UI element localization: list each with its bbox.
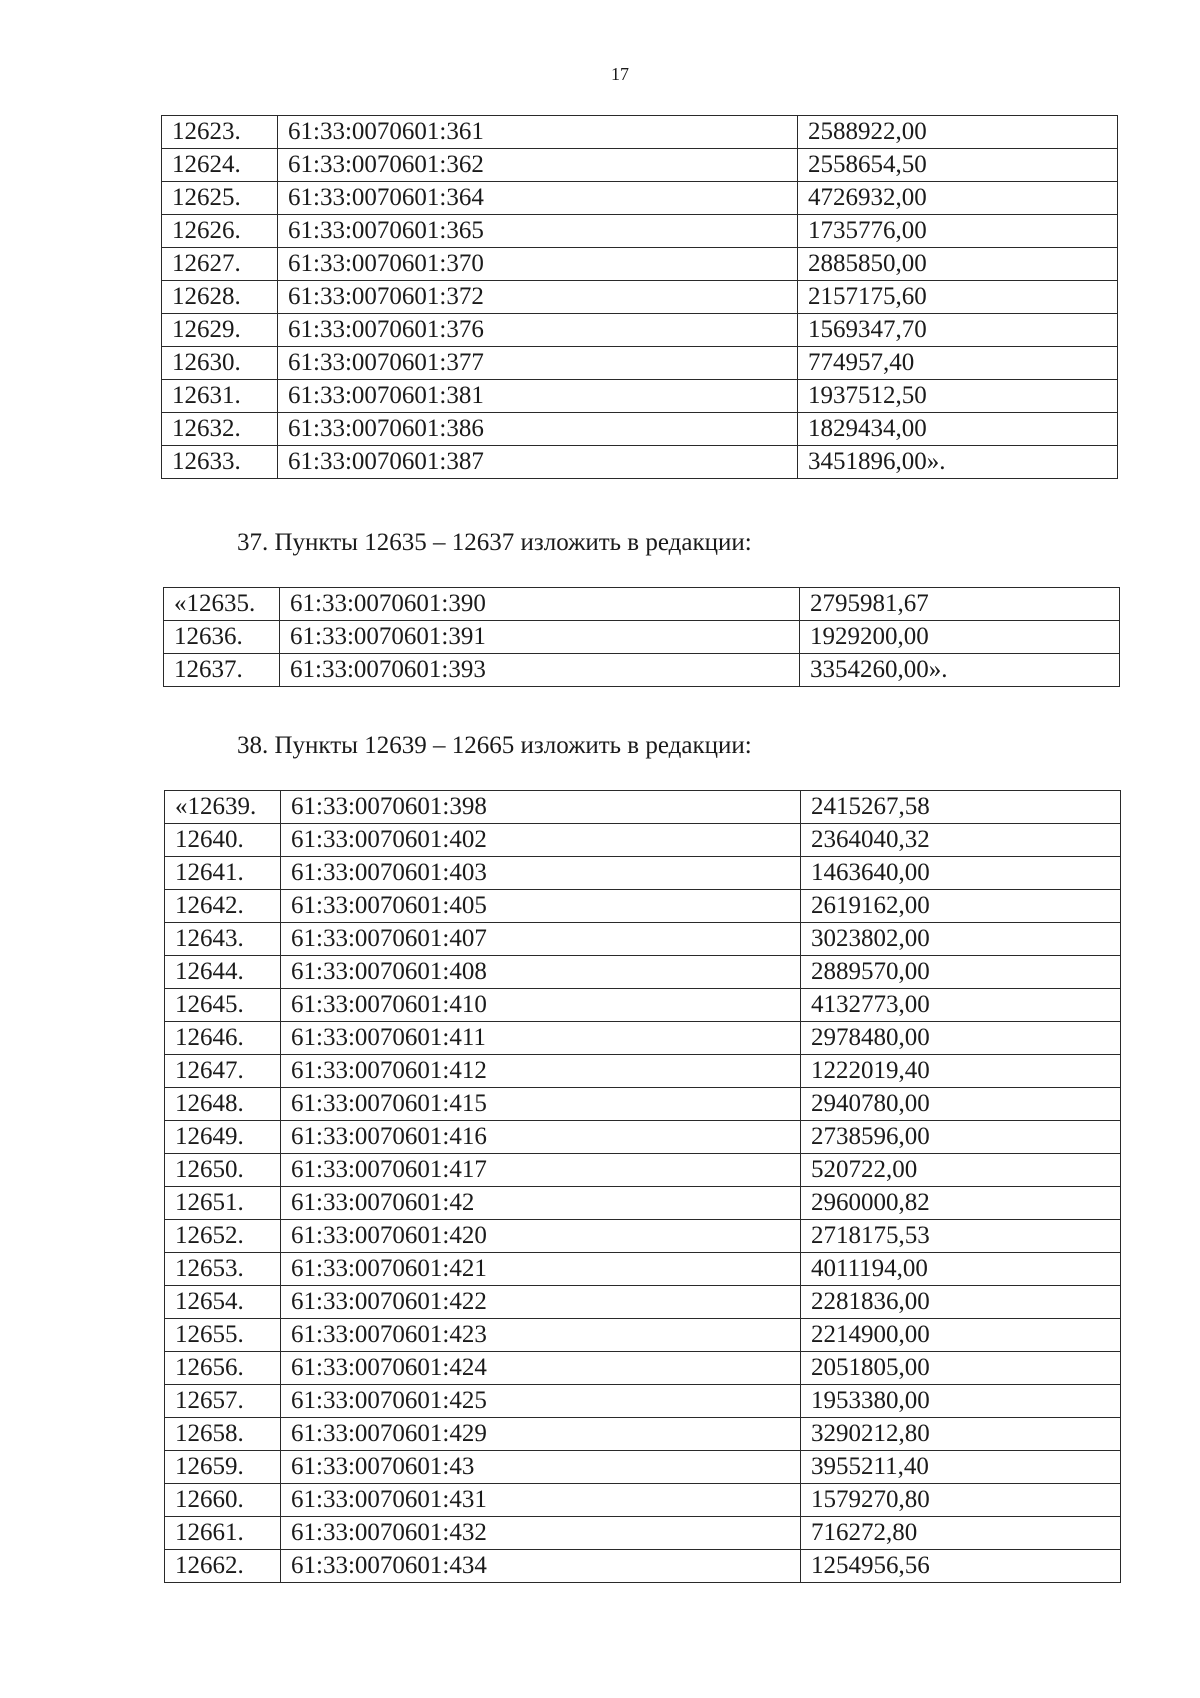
- table-row: [165, 956, 1121, 989]
- value-cell: 3290212,80: [801, 1418, 1121, 1451]
- cadastral-number-cell: 61:33:0070601:370: [278, 248, 798, 281]
- item-number-cell: 12629.: [162, 314, 278, 347]
- table-row: [165, 1088, 1121, 1121]
- instruction-paragraph-37: 37. Пункты 12635 – 12637 изложить в редакции:: [237, 529, 752, 556]
- item-number-cell: 12628.: [162, 281, 278, 314]
- value-cell: 2281836,00: [801, 1286, 1121, 1319]
- item-number-cell: 12647.: [165, 1055, 281, 1088]
- cadastral-number-cell: 61:33:0070601:415: [281, 1088, 801, 1121]
- value-cell: 2738596,00: [801, 1121, 1121, 1154]
- item-number-cell: 12648.: [165, 1088, 281, 1121]
- item-number-cell: 12644.: [165, 956, 281, 989]
- table-row: [165, 1220, 1121, 1253]
- cadastral-number-cell: 61:33:0070601:432: [281, 1517, 801, 1550]
- item-number-cell: 12645.: [165, 989, 281, 1022]
- item-number-cell: 12651.: [165, 1187, 281, 1220]
- value-cell: 1579270,80: [801, 1484, 1121, 1517]
- cadastral-number-cell: 61:33:0070601:386: [278, 413, 798, 446]
- item-number-cell: 12646.: [165, 1022, 281, 1055]
- item-number-cell: 12633.: [162, 446, 278, 479]
- item-number-cell: 12661.: [165, 1517, 281, 1550]
- cadastral-number-cell: 61:33:0070601:412: [281, 1055, 801, 1088]
- item-number-cell: 12632.: [162, 413, 278, 446]
- value-cell: 2889570,00: [801, 956, 1121, 989]
- value-cell: 2051805,00: [801, 1352, 1121, 1385]
- cadastral-number-cell: 61:33:0070601:42: [281, 1187, 801, 1220]
- table-row: [165, 1517, 1121, 1550]
- item-number-cell: 12660.: [165, 1484, 281, 1517]
- item-number-cell: 12650.: [165, 1154, 281, 1187]
- item-number-cell: 12641.: [165, 857, 281, 890]
- cadastral-number-cell: 61:33:0070601:376: [278, 314, 798, 347]
- value-cell: 2214900,00: [801, 1319, 1121, 1352]
- cadastral-number-cell: 61:33:0070601:365: [278, 215, 798, 248]
- value-cell: 4726932,00: [798, 182, 1118, 215]
- value-cell: 2619162,00: [801, 890, 1121, 923]
- cadastral-number-cell: 61:33:0070601:424: [281, 1352, 801, 1385]
- cadastral-number-cell: 61:33:0070601:361: [278, 116, 798, 149]
- cadastral-table-1: [161, 115, 1118, 479]
- cadastral-number-cell: 61:33:0070601:364: [278, 182, 798, 215]
- item-number-cell: 12627.: [162, 248, 278, 281]
- value-cell: 4132773,00: [801, 989, 1121, 1022]
- value-cell: 774957,40: [798, 347, 1118, 380]
- table-row: [164, 588, 1120, 621]
- cadastral-table-2: [163, 587, 1120, 687]
- cadastral-number-cell: 61:33:0070601:423: [281, 1319, 801, 1352]
- table-row: [165, 1484, 1121, 1517]
- cadastral-number-cell: 61:33:0070601:411: [281, 1022, 801, 1055]
- cadastral-table-3: [164, 790, 1121, 1583]
- cadastral-number-cell: 61:33:0070601:431: [281, 1484, 801, 1517]
- item-number-cell: 12631.: [162, 380, 278, 413]
- table-row: [165, 791, 1121, 824]
- table-row: [162, 149, 1118, 182]
- cadastral-number-cell: 61:33:0070601:362: [278, 149, 798, 182]
- table-row: [162, 182, 1118, 215]
- item-number-cell: 12626.: [162, 215, 278, 248]
- item-number-cell: 12625.: [162, 182, 278, 215]
- cadastral-number-cell: 61:33:0070601:421: [281, 1253, 801, 1286]
- cadastral-number-cell: 61:33:0070601:398: [281, 791, 801, 824]
- value-cell: 2940780,00: [801, 1088, 1121, 1121]
- table-row: [165, 1418, 1121, 1451]
- cadastral-number-cell: 61:33:0070601:408: [281, 956, 801, 989]
- page-number: 17: [611, 64, 629, 84]
- cadastral-number-cell: 61:33:0070601:429: [281, 1418, 801, 1451]
- value-cell: 520722,00: [801, 1154, 1121, 1187]
- item-number-cell: 12649.: [165, 1121, 281, 1154]
- table-row: [165, 857, 1121, 890]
- table-row: [164, 654, 1120, 687]
- item-number-cell: 12652.: [165, 1220, 281, 1253]
- item-number-cell: 12624.: [162, 149, 278, 182]
- value-cell: 3451896,00».: [798, 446, 1118, 479]
- value-cell: 3955211,40: [801, 1451, 1121, 1484]
- table-row: [162, 281, 1118, 314]
- cadastral-number-cell: 61:33:0070601:43: [281, 1451, 801, 1484]
- table-row: [165, 1253, 1121, 1286]
- value-cell: 3354260,00».: [800, 654, 1120, 687]
- item-number-cell: 12657.: [165, 1385, 281, 1418]
- table-row: [162, 380, 1118, 413]
- value-cell: 1222019,40: [801, 1055, 1121, 1088]
- item-number-cell: «12639.: [165, 791, 281, 824]
- cadastral-number-cell: 61:33:0070601:381: [278, 380, 798, 413]
- cadastral-number-cell: 61:33:0070601:372: [278, 281, 798, 314]
- value-cell: 1463640,00: [801, 857, 1121, 890]
- value-cell: 1953380,00: [801, 1385, 1121, 1418]
- table-row: [164, 621, 1120, 654]
- cadastral-number-cell: 61:33:0070601:417: [281, 1154, 801, 1187]
- cadastral-number-cell: 61:33:0070601:391: [280, 621, 800, 654]
- table-row: [162, 314, 1118, 347]
- value-cell: 2157175,60: [798, 281, 1118, 314]
- item-number-cell: 12656.: [165, 1352, 281, 1385]
- cadastral-number-cell: 61:33:0070601:420: [281, 1220, 801, 1253]
- table-row: [162, 413, 1118, 446]
- table-row: [165, 923, 1121, 956]
- cadastral-number-cell: 61:33:0070601:377: [278, 347, 798, 380]
- value-cell: 2364040,32: [801, 824, 1121, 857]
- table-row: [165, 824, 1121, 857]
- item-number-cell: 12653.: [165, 1253, 281, 1286]
- table-row: [165, 1154, 1121, 1187]
- value-cell: 1735776,00: [798, 215, 1118, 248]
- table-row: [162, 215, 1118, 248]
- instruction-paragraph-38: 38. Пункты 12639 – 12665 изложить в редакции:: [237, 732, 752, 759]
- value-cell: 2978480,00: [801, 1022, 1121, 1055]
- value-cell: 1929200,00: [800, 621, 1120, 654]
- cadastral-number-cell: 61:33:0070601:416: [281, 1121, 801, 1154]
- value-cell: 3023802,00: [801, 923, 1121, 956]
- table-row: [165, 1187, 1121, 1220]
- table-row: [162, 446, 1118, 479]
- item-number-cell: 12637.: [164, 654, 280, 687]
- table-row: [165, 1385, 1121, 1418]
- table-row: [165, 989, 1121, 1022]
- cadastral-number-cell: 61:33:0070601:387: [278, 446, 798, 479]
- cadastral-number-cell: 61:33:0070601:402: [281, 824, 801, 857]
- value-cell: 2558654,50: [798, 149, 1118, 182]
- table-row: [162, 347, 1118, 380]
- value-cell: 1254956,56: [801, 1550, 1121, 1583]
- item-number-cell: «12635.: [164, 588, 280, 621]
- table-row: [165, 1550, 1121, 1583]
- cadastral-number-cell: 61:33:0070601:407: [281, 923, 801, 956]
- item-number-cell: 12640.: [165, 824, 281, 857]
- cadastral-number-cell: 61:33:0070601:422: [281, 1286, 801, 1319]
- item-number-cell: 12630.: [162, 347, 278, 380]
- item-number-cell: 12643.: [165, 923, 281, 956]
- item-number-cell: 12659.: [165, 1451, 281, 1484]
- table-row: [165, 1451, 1121, 1484]
- value-cell: 716272,80: [801, 1517, 1121, 1550]
- cadastral-number-cell: 61:33:0070601:410: [281, 989, 801, 1022]
- value-cell: 2885850,00: [798, 248, 1118, 281]
- table-row: [165, 1352, 1121, 1385]
- cadastral-number-cell: 61:33:0070601:390: [280, 588, 800, 621]
- value-cell: 2718175,53: [801, 1220, 1121, 1253]
- item-number-cell: 12623.: [162, 116, 278, 149]
- item-number-cell: 12636.: [164, 621, 280, 654]
- cadastral-number-cell: 61:33:0070601:405: [281, 890, 801, 923]
- table-row: [165, 1055, 1121, 1088]
- value-cell: 2960000,82: [801, 1187, 1121, 1220]
- table-row: [165, 1319, 1121, 1352]
- value-cell: 1937512,50: [798, 380, 1118, 413]
- cadastral-number-cell: 61:33:0070601:403: [281, 857, 801, 890]
- table-row: [165, 1286, 1121, 1319]
- table-row: [165, 1121, 1121, 1154]
- value-cell: 2795981,67: [800, 588, 1120, 621]
- table-row: [165, 1022, 1121, 1055]
- value-cell: 2588922,00: [798, 116, 1118, 149]
- table-row: [165, 890, 1121, 923]
- cadastral-number-cell: 61:33:0070601:393: [280, 654, 800, 687]
- cadastral-number-cell: 61:33:0070601:425: [281, 1385, 801, 1418]
- item-number-cell: 12642.: [165, 890, 281, 923]
- cadastral-number-cell: 61:33:0070601:434: [281, 1550, 801, 1583]
- table-row: [162, 116, 1118, 149]
- item-number-cell: 12658.: [165, 1418, 281, 1451]
- value-cell: 2415267,58: [801, 791, 1121, 824]
- item-number-cell: 12655.: [165, 1319, 281, 1352]
- value-cell: 1829434,00: [798, 413, 1118, 446]
- table-row: [162, 248, 1118, 281]
- item-number-cell: 12662.: [165, 1550, 281, 1583]
- value-cell: 4011194,00: [801, 1253, 1121, 1286]
- value-cell: 1569347,70: [798, 314, 1118, 347]
- item-number-cell: 12654.: [165, 1286, 281, 1319]
